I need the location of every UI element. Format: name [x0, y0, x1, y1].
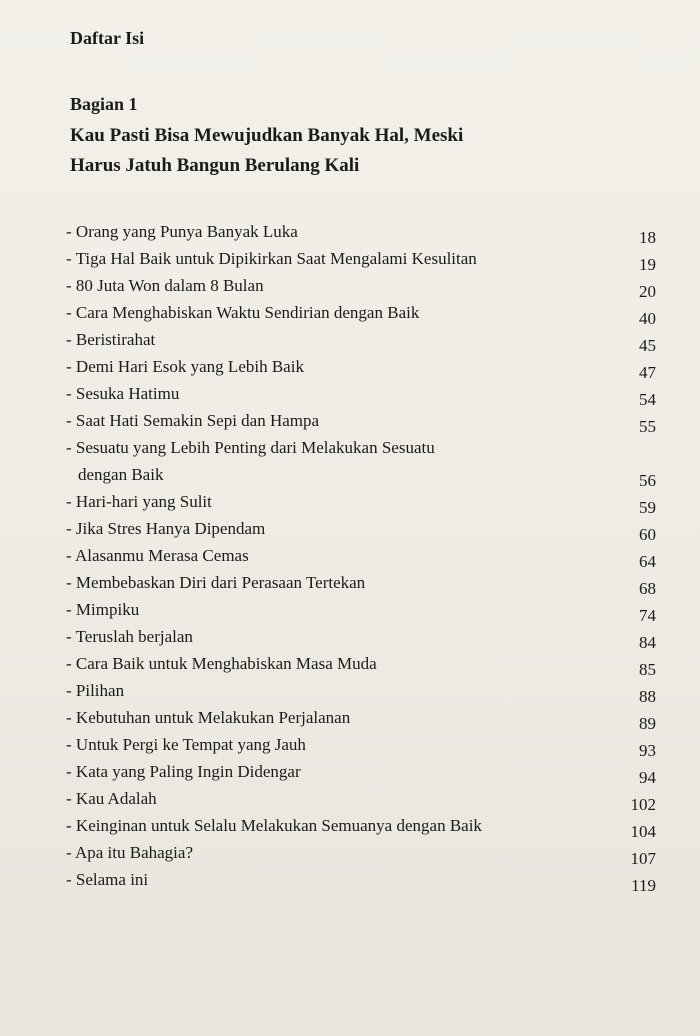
toc-entry-title: - Pilihan: [66, 681, 125, 700]
toc-entry-title: - Beristirahat: [66, 330, 156, 349]
toc-entry-page: 55: [639, 417, 656, 436]
toc-entry: [66, 326, 656, 353]
toc-entry-title: - Teruslah berjalan: [66, 627, 193, 646]
toc-entry: [66, 380, 656, 407]
table-of-contents: [66, 218, 656, 893]
toc-entry-page: 74: [639, 606, 656, 625]
toc-entry-page: 54: [639, 390, 656, 409]
toc-entry-title: - Sesuka Hatimu: [66, 384, 180, 403]
toc-entry-title: - Untuk Pergi ke Tempat yang Jauh: [66, 735, 306, 754]
toc-entry-title: - Demi Hari Esok yang Lebih Baik: [66, 357, 304, 376]
toc-entry-page: 85: [639, 660, 656, 679]
toc-entry-page: 89: [639, 714, 656, 733]
toc-entry-title: - Selama ini: [66, 870, 149, 889]
toc-entry-title: - Saat Hati Semakin Sepi dan Hampa: [66, 411, 320, 430]
toc-entry: [66, 758, 656, 785]
toc-entry: [66, 569, 656, 596]
toc-entry-page: 84: [639, 633, 656, 652]
part-title-line-1: Kau Pasti Bisa Mewujudkan Banyak Hal, Meski: [70, 125, 464, 146]
toc-entry: [66, 704, 656, 731]
toc-entry-title: - Sesuatu yang Lebih Penting dari Melakukan Sesuatu: [66, 438, 435, 457]
toc-entry-title: - Kata yang Paling Ingin Didengar: [66, 762, 301, 781]
toc-entry: [66, 515, 656, 542]
page-title: Daftar Isi: [70, 28, 145, 48]
toc-entry-title: - Cara Baik untuk Menghabiskan Masa Muda: [66, 654, 377, 673]
toc-entry: [66, 866, 656, 893]
toc-entry-title-continued: dengan Baik: [78, 465, 164, 484]
toc-entry-title: - Hari-hari yang Sulit: [66, 492, 212, 511]
toc-entry: [66, 812, 656, 839]
toc-entry: [66, 731, 656, 758]
toc-entry-page: 64: [639, 552, 656, 571]
toc-entry-title: - Cara Menghabiskan Waktu Sendirian dengan Baik: [66, 303, 420, 322]
toc-entry-page: 88: [639, 687, 656, 706]
toc-entry-page: 102: [630, 795, 656, 814]
toc-entry: [66, 272, 656, 299]
toc-entry-page: 107: [630, 849, 656, 868]
toc-entry-page: 104: [630, 822, 656, 841]
toc-entry-page: 119: [631, 876, 656, 895]
toc-entry-title: - Kau Adalah: [66, 789, 157, 808]
toc-entry: [66, 785, 656, 812]
toc-entry-page: 18: [639, 228, 656, 247]
toc-entry-title: - 80 Juta Won dalam 8 Bulan: [66, 276, 264, 295]
toc-entry-title: - Mimpiku: [66, 600, 140, 619]
toc-entry: [66, 245, 656, 272]
toc-entry: [66, 596, 656, 623]
toc-entry-page: 59: [639, 498, 656, 517]
toc-entry-page: 56: [639, 471, 656, 490]
toc-entry-title: - Kebutuhan untuk Melakukan Perjalanan: [66, 708, 351, 727]
toc-entry: [66, 839, 656, 866]
toc-entry: [66, 650, 656, 677]
toc-entry-title: - Apa itu Bahagia?: [66, 843, 193, 862]
toc-entry: [66, 542, 656, 569]
toc-entry-title: - Alasanmu Merasa Cemas: [66, 546, 249, 565]
toc-entry: [66, 218, 656, 245]
part-label: Bagian 1: [70, 94, 138, 114]
toc-entry: [66, 434, 656, 488]
toc-entry-page: 45: [639, 336, 656, 355]
toc-entry-title: - Jika Stres Hanya Dipendam: [66, 519, 266, 538]
toc-entry-page: 20: [639, 282, 656, 301]
toc-entry: [66, 353, 656, 380]
toc-entry: [66, 299, 656, 326]
part-title-line-2: Harus Jatuh Bangun Berulang Kali: [70, 155, 360, 176]
toc-entry-page: 60: [639, 525, 656, 544]
toc-entry: [66, 677, 656, 704]
toc-entry-page: 47: [639, 363, 656, 382]
toc-entry: [66, 488, 656, 515]
toc-entry: [66, 623, 656, 650]
toc-entry-page: 19: [639, 255, 656, 274]
toc-entry-title: - Keinginan untuk Selalu Melakukan Semuanya dengan Baik: [66, 816, 482, 835]
toc-entry-title: - Membebaskan Diri dari Perasaan Tertekan: [66, 573, 366, 592]
part-title: [70, 121, 610, 181]
toc-entry: [66, 407, 656, 434]
toc-entry-page: 94: [639, 768, 656, 787]
toc-entry-page: 93: [639, 741, 656, 760]
toc-entry-title: - Tiga Hal Baik untuk Dipikirkan Saat Mengalami Kesulitan: [66, 249, 477, 268]
toc-entry-page: 68: [639, 579, 656, 598]
toc-entry-page: 40: [639, 309, 656, 328]
toc-entry-title: - Orang yang Punya Banyak Luka: [66, 222, 298, 241]
